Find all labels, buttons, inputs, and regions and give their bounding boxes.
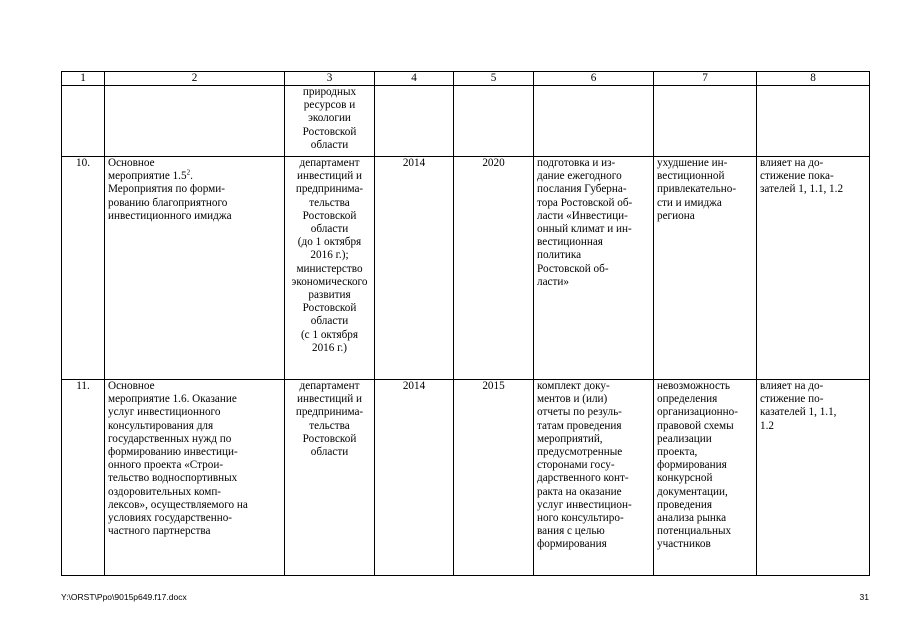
column-number: 7 [654, 72, 757, 86]
cell-end-year: 2020 [454, 157, 534, 380]
column-number: 8 [757, 72, 870, 86]
cell-row-number: 10. [62, 157, 105, 380]
table-row-continuation [62, 86, 870, 157]
cell-end-year: 2015 [454, 380, 534, 576]
cell-expected-result: подготовка и из- дание ежегодного послания Губерна- тора Ростовской об- ласти «Инвестици- онный климат и ин- вестиционная политика Ростовской об- ласти» [534, 157, 654, 380]
footnote-mark: 2 [186, 168, 191, 177]
cell-empty [534, 86, 654, 157]
cell-empty [105, 86, 285, 157]
cell-empty [654, 86, 757, 157]
page-number: 31 [859, 592, 869, 602]
column-number: 4 [375, 72, 454, 86]
column-number-row [62, 72, 870, 86]
cell-empty [62, 86, 105, 157]
cell-row-number: 11. [62, 380, 105, 576]
cell-start-year: 2014 [375, 157, 454, 380]
cell-empty [375, 86, 454, 157]
cell-indicators: влияет на до- стижение пока- зателей 1, 1.1, 1.2 [757, 157, 870, 380]
cell-activity-name [105, 157, 285, 380]
column-number: 2 [105, 72, 285, 86]
table-row-11 [62, 380, 870, 576]
program-activities-table [61, 71, 870, 576]
cell-start-year: 2014 [375, 380, 454, 576]
activity-name-text: Основное мероприятие 1.5 [108, 157, 187, 183]
activity-name-text: . Мероприятия по форми- рованию благоприятного инвестиционного имиджа [108, 170, 232, 222]
cell-executor: департамент инвестиций и предпринима- тельства Ростовской области [285, 380, 375, 576]
table-row-10 [62, 157, 870, 380]
cell-consequences: невозможность определения организационно- правовой схемы реализации проекта, формирования конкурсной документации, проведения анализа рынка потенциальных участников [654, 380, 757, 576]
cell-consequences: ухудшение ин- вестиционной привлекательно- сти и имиджа региона [654, 157, 757, 380]
cell-empty [757, 86, 870, 157]
cell-expected-result: комплект доку- ментов и (или) отчеты по резуль- татам проведения мероприятий, предусмотренные сторонами госу- дарственного конт- ракта на оказание услуг инвестицион- ного консультиро- вания с целью формирования [534, 380, 654, 576]
cell-empty [454, 86, 534, 157]
footer-file-path: Y:\ORST\Ppo\9015p649.f17.docx [61, 592, 187, 602]
cell-executor: департамент инвестиций и предпринима- тельства Ростовской области (до 1 октября 2016 г.); министерство экономического развития Ростовской области (с 1 октября 2016 г.) [285, 157, 375, 380]
column-number: 1 [62, 72, 105, 86]
cell-indicators: влияет на до- стижение по- казателей 1, 1.1, 1.2 [757, 380, 870, 576]
column-number: 3 [285, 72, 375, 86]
cell-executor: природных ресурсов и экологии Ростовской области [285, 86, 375, 157]
column-number: 6 [534, 72, 654, 86]
cell-activity-name: Основное мероприятие 1.6. Оказание услуг инвестиционного консультирования для государственных нужд по формированию инвестици- онного проекта «Строи- тельство водноспортивных оздоровительных комп- лексов», осуществляемого на условиях государственно- частного партнерства [105, 380, 285, 576]
column-number: 5 [454, 72, 534, 86]
